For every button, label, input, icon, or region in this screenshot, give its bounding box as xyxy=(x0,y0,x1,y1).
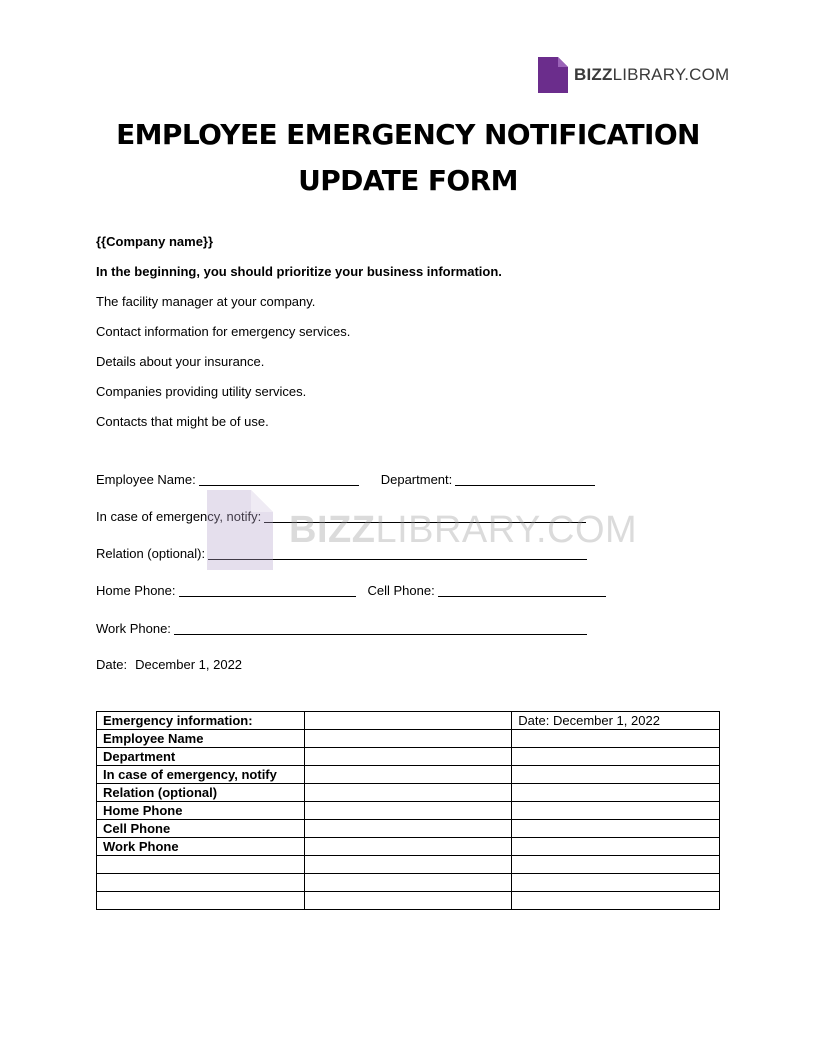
table-cell[interactable] xyxy=(512,820,720,838)
emergency-info-table xyxy=(96,711,720,910)
table-cell[interactable] xyxy=(304,820,512,838)
date-label: Date: xyxy=(96,657,128,672)
table-cell[interactable] xyxy=(512,802,720,820)
table-cell[interactable] xyxy=(512,874,720,892)
date-value: December 1, 2022 xyxy=(135,657,243,672)
logo-text: BIZZLIBRARY.COM xyxy=(574,65,730,84)
table-cell[interactable] xyxy=(512,784,720,802)
table-cell[interactable] xyxy=(304,892,512,910)
table-row xyxy=(97,730,720,748)
table-row xyxy=(97,784,720,802)
table-cell[interactable] xyxy=(304,712,512,730)
work-phone-label: Work Phone: xyxy=(96,621,171,636)
table-cell[interactable] xyxy=(512,838,720,856)
watermark-text: BIZZLIBRARY.COM xyxy=(289,508,638,551)
table-cell[interactable] xyxy=(512,766,720,784)
table-cell[interactable] xyxy=(97,874,305,892)
notify-row xyxy=(96,508,586,524)
table-cell[interactable] xyxy=(512,730,720,748)
table-row xyxy=(97,748,720,766)
table-cell: Cell Phone xyxy=(97,820,305,838)
department-label: Department: xyxy=(380,472,453,487)
intro-item: Companies providing utility services. xyxy=(96,384,307,399)
intro-lead: In the beginning, you should prioritize your business information. xyxy=(96,264,502,279)
department-blank[interactable] xyxy=(455,473,595,486)
table-cell: Home Phone xyxy=(97,802,305,820)
intro-item: Details about your insurance. xyxy=(96,354,265,369)
table-row xyxy=(97,766,720,784)
date-row xyxy=(96,657,242,672)
notify-blank[interactable] xyxy=(264,510,586,523)
table-cell[interactable] xyxy=(304,874,512,892)
table-cell[interactable] xyxy=(304,730,512,748)
brand-logo xyxy=(538,57,729,93)
employee-name-label: Employee Name: xyxy=(96,472,196,487)
employee-name-blank[interactable] xyxy=(199,473,359,486)
home-phone-blank[interactable] xyxy=(179,584,356,597)
cell-phone-label: Cell Phone: xyxy=(367,583,435,598)
table-cell: Employee Name xyxy=(97,730,305,748)
table-row xyxy=(97,856,720,874)
table-cell[interactable] xyxy=(512,856,720,874)
table-cell[interactable] xyxy=(512,748,720,766)
table-cell: Work Phone xyxy=(97,838,305,856)
intro-item: The facility manager at your company. xyxy=(96,294,316,309)
table-cell[interactable] xyxy=(512,892,720,910)
relation-blank[interactable] xyxy=(208,547,587,560)
relation-row xyxy=(96,545,587,561)
table-cell[interactable]: Date: December 1, 2022 xyxy=(512,712,720,730)
table-cell[interactable] xyxy=(97,856,305,874)
phone-row xyxy=(96,582,606,598)
work-phone-row xyxy=(96,620,587,636)
table-cell[interactable] xyxy=(304,856,512,874)
table-row xyxy=(97,820,720,838)
page-title xyxy=(0,112,816,204)
table-cell[interactable] xyxy=(304,766,512,784)
document-logo-icon xyxy=(538,57,568,93)
table-cell: Department xyxy=(97,748,305,766)
intro-section xyxy=(96,234,736,444)
table-row xyxy=(97,892,720,910)
table-cell[interactable] xyxy=(304,748,512,766)
table-cell[interactable] xyxy=(304,838,512,856)
employee-department-row xyxy=(96,471,595,487)
cell-phone-blank[interactable] xyxy=(438,584,606,597)
home-phone-label: Home Phone: xyxy=(96,583,176,598)
title-line-1: EMPLOYEE EMERGENCY NOTIFICATION xyxy=(116,118,700,151)
table-row xyxy=(97,712,720,730)
table-row xyxy=(97,802,720,820)
relation-label: Relation (optional): xyxy=(96,546,206,561)
table-cell: In case of emergency, notify xyxy=(97,766,305,784)
table-cell: Emergency information: xyxy=(97,712,305,730)
title-line-2: UPDATE FORM xyxy=(298,164,518,197)
company-name-placeholder: {{Company name}} xyxy=(96,234,214,249)
table-cell: Relation (optional) xyxy=(97,784,305,802)
table-row xyxy=(97,874,720,892)
intro-item: Contacts that might be of use. xyxy=(96,414,269,429)
work-phone-blank[interactable] xyxy=(174,622,587,635)
table-row xyxy=(97,838,720,856)
intro-item: Contact information for emergency services. xyxy=(96,324,351,339)
table-cell[interactable] xyxy=(304,802,512,820)
table-cell[interactable] xyxy=(304,784,512,802)
table-cell[interactable] xyxy=(97,892,305,910)
notify-label: In case of emergency, notify: xyxy=(96,509,262,524)
